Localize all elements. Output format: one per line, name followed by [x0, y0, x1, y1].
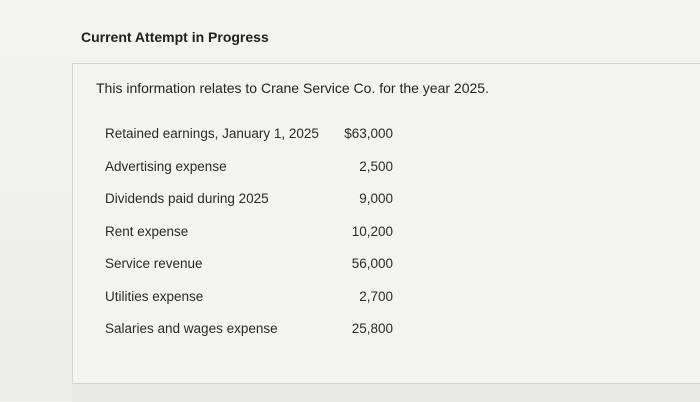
table-row — [105, 185, 405, 218]
row-label: Advertising expense — [105, 158, 227, 174]
problem-intro-text: This information relates to Crane Service Co. for the year 2025. — [96, 80, 489, 96]
row-value: 2,700 — [359, 288, 393, 304]
row-label: Salaries and wages expense — [105, 321, 278, 336]
attempt-status-title: Current Attempt in Progress — [81, 29, 269, 45]
table-row — [105, 283, 405, 316]
row-value: 56,000 — [351, 256, 393, 271]
row-value: 2,500 — [359, 158, 393, 174]
table-row — [105, 153, 405, 186]
row-value: 25,800 — [351, 321, 393, 336]
financial-data-table — [105, 120, 405, 348]
row-label: Retained earnings, January 1, 2025 — [105, 126, 319, 141]
table-row — [105, 120, 405, 153]
row-label: Rent expense — [105, 223, 189, 239]
row-value: 10,200 — [351, 223, 393, 239]
panel-footer-strip — [72, 383, 700, 402]
row-label: Service revenue — [105, 256, 203, 271]
table-row — [105, 315, 405, 348]
row-label: Dividends paid during 2025 — [105, 191, 269, 206]
table-row — [105, 218, 405, 251]
row-label: Utilities expense — [105, 288, 204, 304]
table-row — [105, 250, 405, 283]
row-value: $63,000 — [344, 126, 393, 141]
row-value: 9,000 — [359, 191, 393, 206]
